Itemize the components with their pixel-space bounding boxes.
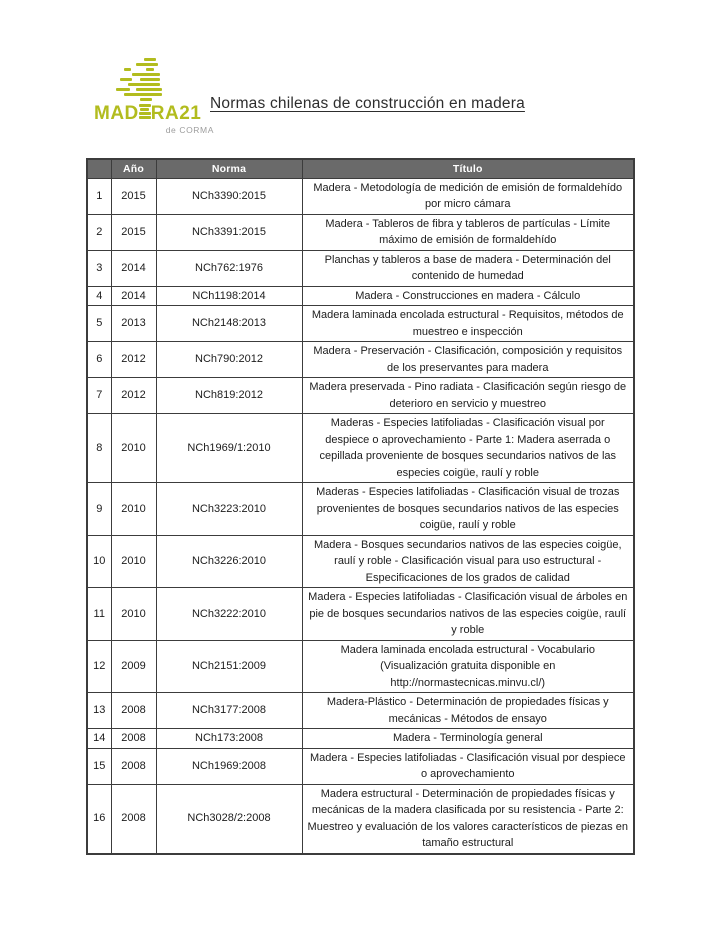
table-body [87, 178, 634, 854]
header-cell-number [87, 159, 111, 178]
title-cell: Madera - Bosques secundarios nativos de las especies coigüe, raulí y roble - Clasificación visual para uso estructural - Especificaciones de los grados de calidad [302, 535, 634, 588]
table-row [87, 640, 634, 693]
table-row [87, 535, 634, 588]
title-cell: Madera preservada - Pino radiata - Clasificación según riesgo de deterioro en servicio y muestreo [302, 378, 634, 414]
norm-cell: NCh3028/2:2008 [156, 784, 302, 854]
row-number-cell: 10 [87, 535, 111, 588]
table-row [87, 306, 634, 342]
norm-cell: NCh2148:2013 [156, 306, 302, 342]
year-cell: 2014 [111, 286, 156, 306]
title-cell: Maderas - Especies latifoliadas - Clasificación visual por despiece o aprovechamiento - Parte 1: Madera aserrada o cepillada proveniente de bosques secundarios nativos de las especies coigüe, raulí y roble [302, 414, 634, 483]
year-cell: 2010 [111, 535, 156, 588]
year-cell: 2008 [111, 748, 156, 784]
table-row [87, 250, 634, 286]
title-cell: Planchas y tableros a base de madera - Determinación del contenido de humedad [302, 250, 634, 286]
title-cell: Madera - Especies latifoliadas - Clasificación visual por despiece o aprovechamiento [302, 748, 634, 784]
table-row [87, 286, 634, 306]
norm-cell: NCh1969/1:2010 [156, 414, 302, 483]
norm-cell: NCh1198:2014 [156, 286, 302, 306]
title-cell: Madera - Tableros de fibra y tableros de partículas - Límite máximo de emisión de formaldehído [302, 214, 634, 250]
table-row [87, 748, 634, 784]
table-row [87, 693, 634, 729]
row-number-cell: 8 [87, 414, 111, 483]
row-number-cell: 9 [87, 483, 111, 536]
table-row [87, 483, 634, 536]
title-cell: Madera - Terminología general [302, 729, 634, 749]
year-cell: 2010 [111, 483, 156, 536]
table-row [87, 342, 634, 378]
title-cell: Maderas - Especies latifoliadas - Clasificación visual de trozas provenientes de bosques secundarios nativos de las especies coigüe, raulí y roble [302, 483, 634, 536]
title-cell: Madera - Especies latifoliadas - Clasificación visual de árboles en pie de bosques secundarios nativos de las especies coigüe, raulí y roble [302, 588, 634, 641]
row-number-cell: 14 [87, 729, 111, 749]
title-cell: Madera laminada encolada estructural - Requisitos, métodos de muestreo e inspección [302, 306, 634, 342]
title-cell: Madera - Metodología de medición de emisión de formaldehído por micro cámara [302, 178, 634, 214]
norm-cell: NCh173:2008 [156, 729, 302, 749]
table-row [87, 729, 634, 749]
header-cell-norm: Norma [156, 159, 302, 178]
table-row [87, 414, 634, 483]
row-number-cell: 16 [87, 784, 111, 854]
row-number-cell: 12 [87, 640, 111, 693]
year-cell: 2010 [111, 588, 156, 641]
year-cell: 2009 [111, 640, 156, 693]
norms-table [86, 158, 635, 855]
table-row [87, 588, 634, 641]
year-cell: 2015 [111, 178, 156, 214]
row-number-cell: 11 [87, 588, 111, 641]
row-number-cell: 2 [87, 214, 111, 250]
header-cell-title: Título [302, 159, 634, 178]
page-title: Normas chilenas de construcción en madera [210, 95, 525, 112]
year-cell: 2012 [111, 378, 156, 414]
title-cell: Madera - Preservación - Clasificación, composición y requisitos de los preservantes para madera [302, 342, 634, 378]
year-cell: 2014 [111, 250, 156, 286]
row-number-cell: 7 [87, 378, 111, 414]
row-number-cell: 1 [87, 178, 111, 214]
norm-cell: NCh762:1976 [156, 250, 302, 286]
table-row [87, 178, 634, 214]
table-row [87, 214, 634, 250]
year-cell: 2008 [111, 729, 156, 749]
brand-wordmark [94, 104, 220, 124]
table-row [87, 378, 634, 414]
row-number-cell: 13 [87, 693, 111, 729]
row-number-cell: 5 [87, 306, 111, 342]
norm-cell: NCh2151:2009 [156, 640, 302, 693]
brand-sub: de CORMA [165, 125, 214, 135]
norm-cell: NCh3390:2015 [156, 178, 302, 214]
year-cell: 2008 [111, 784, 156, 854]
norm-cell: NCh3223:2010 [156, 483, 302, 536]
stylized-e-icon [139, 104, 151, 120]
brand-prefix: MAD [94, 103, 139, 124]
table-row [87, 784, 634, 854]
tree-icon [94, 58, 220, 104]
title-cell: Madera estructural - Determinación de propiedades físicas y mecánicas de la madera clasificada por su resistencia - Parte 2: Muestreo y evaluación de los valores característicos de piezas en tamaño estructural [302, 784, 634, 854]
row-number-cell: 6 [87, 342, 111, 378]
norm-cell: NCh790:2012 [156, 342, 302, 378]
year-cell: 2008 [111, 693, 156, 729]
row-number-cell: 15 [87, 748, 111, 784]
table-header-row [87, 159, 634, 178]
norm-cell: NCh819:2012 [156, 378, 302, 414]
title-cell: Madera - Construcciones en madera - Cálculo [302, 286, 634, 306]
norm-cell: NCh3222:2010 [156, 588, 302, 641]
madera21-logo [94, 58, 220, 135]
title-cell: Madera-Plástico - Determinación de propiedades físicas y mecánicas - Métodos de ensayo [302, 693, 634, 729]
header-cell-year: Año [111, 159, 156, 178]
row-number-cell: 4 [87, 286, 111, 306]
year-cell: 2015 [111, 214, 156, 250]
year-cell: 2010 [111, 414, 156, 483]
norm-cell: NCh3391:2015 [156, 214, 302, 250]
year-cell: 2013 [111, 306, 156, 342]
norm-cell: NCh3177:2008 [156, 693, 302, 729]
norm-cell: NCh1969:2008 [156, 748, 302, 784]
brand-suffix: RA21 [150, 103, 202, 124]
norm-cell: NCh3226:2010 [156, 535, 302, 588]
row-number-cell: 3 [87, 250, 111, 286]
year-cell: 2012 [111, 342, 156, 378]
title-cell: Madera laminada encolada estructural - Vocabulario (Visualización gratuita disponible en http://normastecnicas.minvu.cl/) [302, 640, 634, 693]
